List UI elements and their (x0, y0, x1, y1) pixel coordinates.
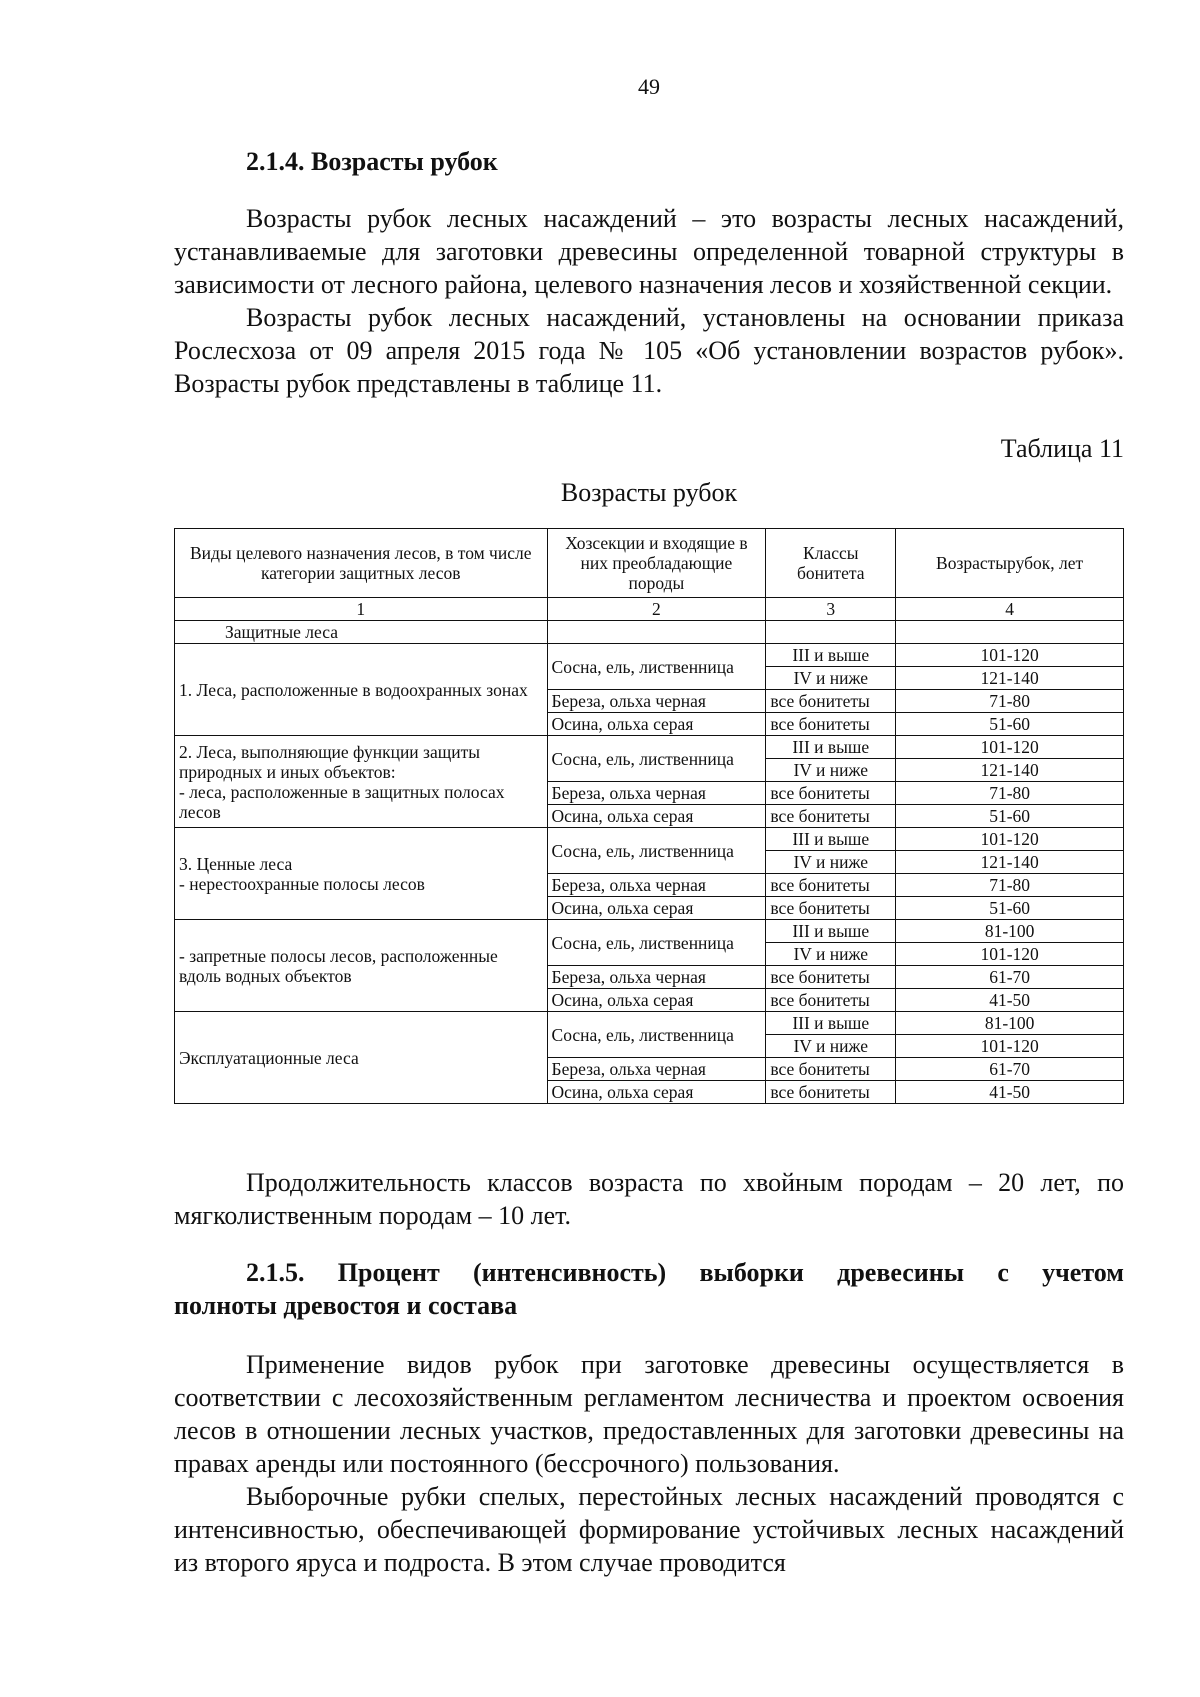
class-cell: IV и ниже (766, 759, 896, 782)
age-cell: 101-120 (896, 943, 1124, 966)
class-cell: все бонитеты (766, 897, 896, 920)
table-row (175, 920, 1124, 943)
header-cell: Классы бонитета (766, 529, 896, 598)
species-cell: Сосна, ель, лиственница (547, 828, 766, 874)
paragraph: Возрасты рубок лесных насаждений – это возрасты лесных насаждений, устанавливаемые для заготовки древесины определенной товарной структуры в зависимости от лесного района, целевого назначения лесов и хозяйственной секции. (174, 204, 1124, 299)
age-cell: 121-140 (896, 759, 1124, 782)
category-cell: 2. Леса, выполняющие функции защиты природных и иных объектов: - леса, расположенные в защитных полосах лесов (175, 736, 548, 828)
age-cell: 51-60 (896, 713, 1124, 736)
species-cell: Сосна, ель, лиственница (547, 644, 766, 690)
class-cell: IV и ниже (766, 943, 896, 966)
group-label-row (175, 621, 1124, 644)
class-cell: все бонитеты (766, 690, 896, 713)
species-cell: Береза, ольха черная (547, 874, 766, 897)
class-cell: все бонитеты (766, 989, 896, 1012)
species-cell: Береза, ольха черная (547, 1058, 766, 1081)
section-heading-2-1-4: 2.1.4. Возрасты рубок (246, 147, 498, 176)
age-cell: 71-80 (896, 874, 1124, 897)
header-cell: Виды целевого назначения лесов, в том числе категории защитных лесов (175, 529, 548, 598)
col-number: 1 (175, 598, 548, 621)
table-row (175, 736, 1124, 759)
age-cell: 101-120 (896, 736, 1124, 759)
age-cell: 41-50 (896, 1081, 1124, 1104)
class-cell: все бонитеты (766, 966, 896, 989)
age-cell: 121-140 (896, 851, 1124, 874)
age-cell: 51-60 (896, 805, 1124, 828)
section-heading-2-1-5 (174, 1256, 1124, 1322)
table-header-row (175, 529, 1124, 598)
heading-line: полноты древостоя и состава (174, 1291, 518, 1320)
species-cell: Береза, ольха черная (547, 966, 766, 989)
table-row (175, 1012, 1124, 1035)
paragraph: Продолжительность классов возраста по хвойным породам – 20 лет, по мягколиственным породам – 10 лет. (174, 1168, 1124, 1230)
class-cell: все бонитеты (766, 874, 896, 897)
cutting-age-table (174, 528, 1124, 1104)
age-cell: 61-70 (896, 1058, 1124, 1081)
group-label: Защитные леса (175, 621, 548, 644)
age-cell: 71-80 (896, 690, 1124, 713)
age-cell: 61-70 (896, 966, 1124, 989)
species-cell: Осина, ольха серая (547, 713, 766, 736)
species-cell: Сосна, ель, лиственница (547, 920, 766, 966)
header-cell: Возрастырубок, лет (896, 529, 1124, 598)
category-cell: Эксплуатационные леса (175, 1012, 548, 1104)
class-cell: все бонитеты (766, 1058, 896, 1081)
class-cell: IV и ниже (766, 667, 896, 690)
species-cell: Осина, ольха серая (547, 897, 766, 920)
class-cell: III и выше (766, 828, 896, 851)
table-number-label: Таблица 11 (1000, 434, 1124, 463)
category-cell: 3. Ценные леса - нерестоохранные полосы лесов (175, 828, 548, 920)
age-cell: 41-50 (896, 989, 1124, 1012)
after-table-paragraph-block (174, 1166, 1124, 1232)
class-cell: IV и ниже (766, 1035, 896, 1058)
age-cell: 71-80 (896, 782, 1124, 805)
species-cell: Осина, ольха серая (547, 989, 766, 1012)
col-number: 2 (547, 598, 766, 621)
age-cell: 101-120 (896, 828, 1124, 851)
age-cell: 101-120 (896, 644, 1124, 667)
col-number: 3 (766, 598, 896, 621)
table-title: Возрасты рубок (560, 478, 738, 507)
age-cell: 51-60 (896, 897, 1124, 920)
class-cell: III и выше (766, 644, 896, 667)
paragraph: Выборочные рубки спелых, перестойных лесных насаждений проводятся с интенсивностью, обеспечивающей формирование устойчивых лесных насаждений из второго яруса и подроста. В этом случае проводится (174, 1482, 1124, 1577)
age-cell: 81-100 (896, 1012, 1124, 1035)
species-cell: Сосна, ель, лиственница (547, 1012, 766, 1058)
heading-line: 2.1.5. Процент (интенсивность) выборки древесины с учетом (246, 1258, 1124, 1287)
category-cell: 1. Леса, расположенные в водоохранных зонах (175, 644, 548, 736)
class-cell: все бонитеты (766, 782, 896, 805)
column-number-row (175, 598, 1124, 621)
table-row (175, 644, 1124, 667)
category-cell: - запретные полосы лесов, расположенные вдоль водных объектов (175, 920, 548, 1012)
age-cell: 101-120 (896, 1035, 1124, 1058)
class-cell: все бонитеты (766, 805, 896, 828)
paragraph: Возрасты рубок лесных насаждений, установлены на основании приказа Рослесхоза от 09 апреля 2015 года № 105 «Об установлении возрастов рубок». Возрасты рубок представлены в таблице 11. (174, 303, 1124, 398)
class-cell: все бонитеты (766, 1081, 896, 1104)
class-cell: III и выше (766, 1012, 896, 1035)
class-cell: III и выше (766, 920, 896, 943)
class-cell: все бонитеты (766, 713, 896, 736)
section1-body (174, 202, 1124, 400)
age-cell: 121-140 (896, 667, 1124, 690)
class-cell: IV и ниже (766, 851, 896, 874)
species-cell: Сосна, ель, лиственница (547, 736, 766, 782)
table-row (175, 828, 1124, 851)
species-cell: Осина, ольха серая (547, 805, 766, 828)
age-cell: 81-100 (896, 920, 1124, 943)
col-number: 4 (896, 598, 1124, 621)
paragraph: Применение видов рубок при заготовке древесины осуществляется в соответствии с лесохозяйственным регламентом лесничества и проектом освоения лесов в отношении лесных участков, предоставленных для заготовки древесины на правах аренды или постоянного (бессрочного) пользования. (174, 1350, 1124, 1478)
species-cell: Береза, ольха черная (547, 690, 766, 713)
header-cell: Хозсекции и входящие в них преобладающие породы (547, 529, 766, 598)
section2-body (174, 1348, 1124, 1579)
species-cell: Береза, ольха черная (547, 782, 766, 805)
class-cell: III и выше (766, 736, 896, 759)
species-cell: Осина, ольха серая (547, 1081, 766, 1104)
page-number: 49 (638, 74, 660, 99)
